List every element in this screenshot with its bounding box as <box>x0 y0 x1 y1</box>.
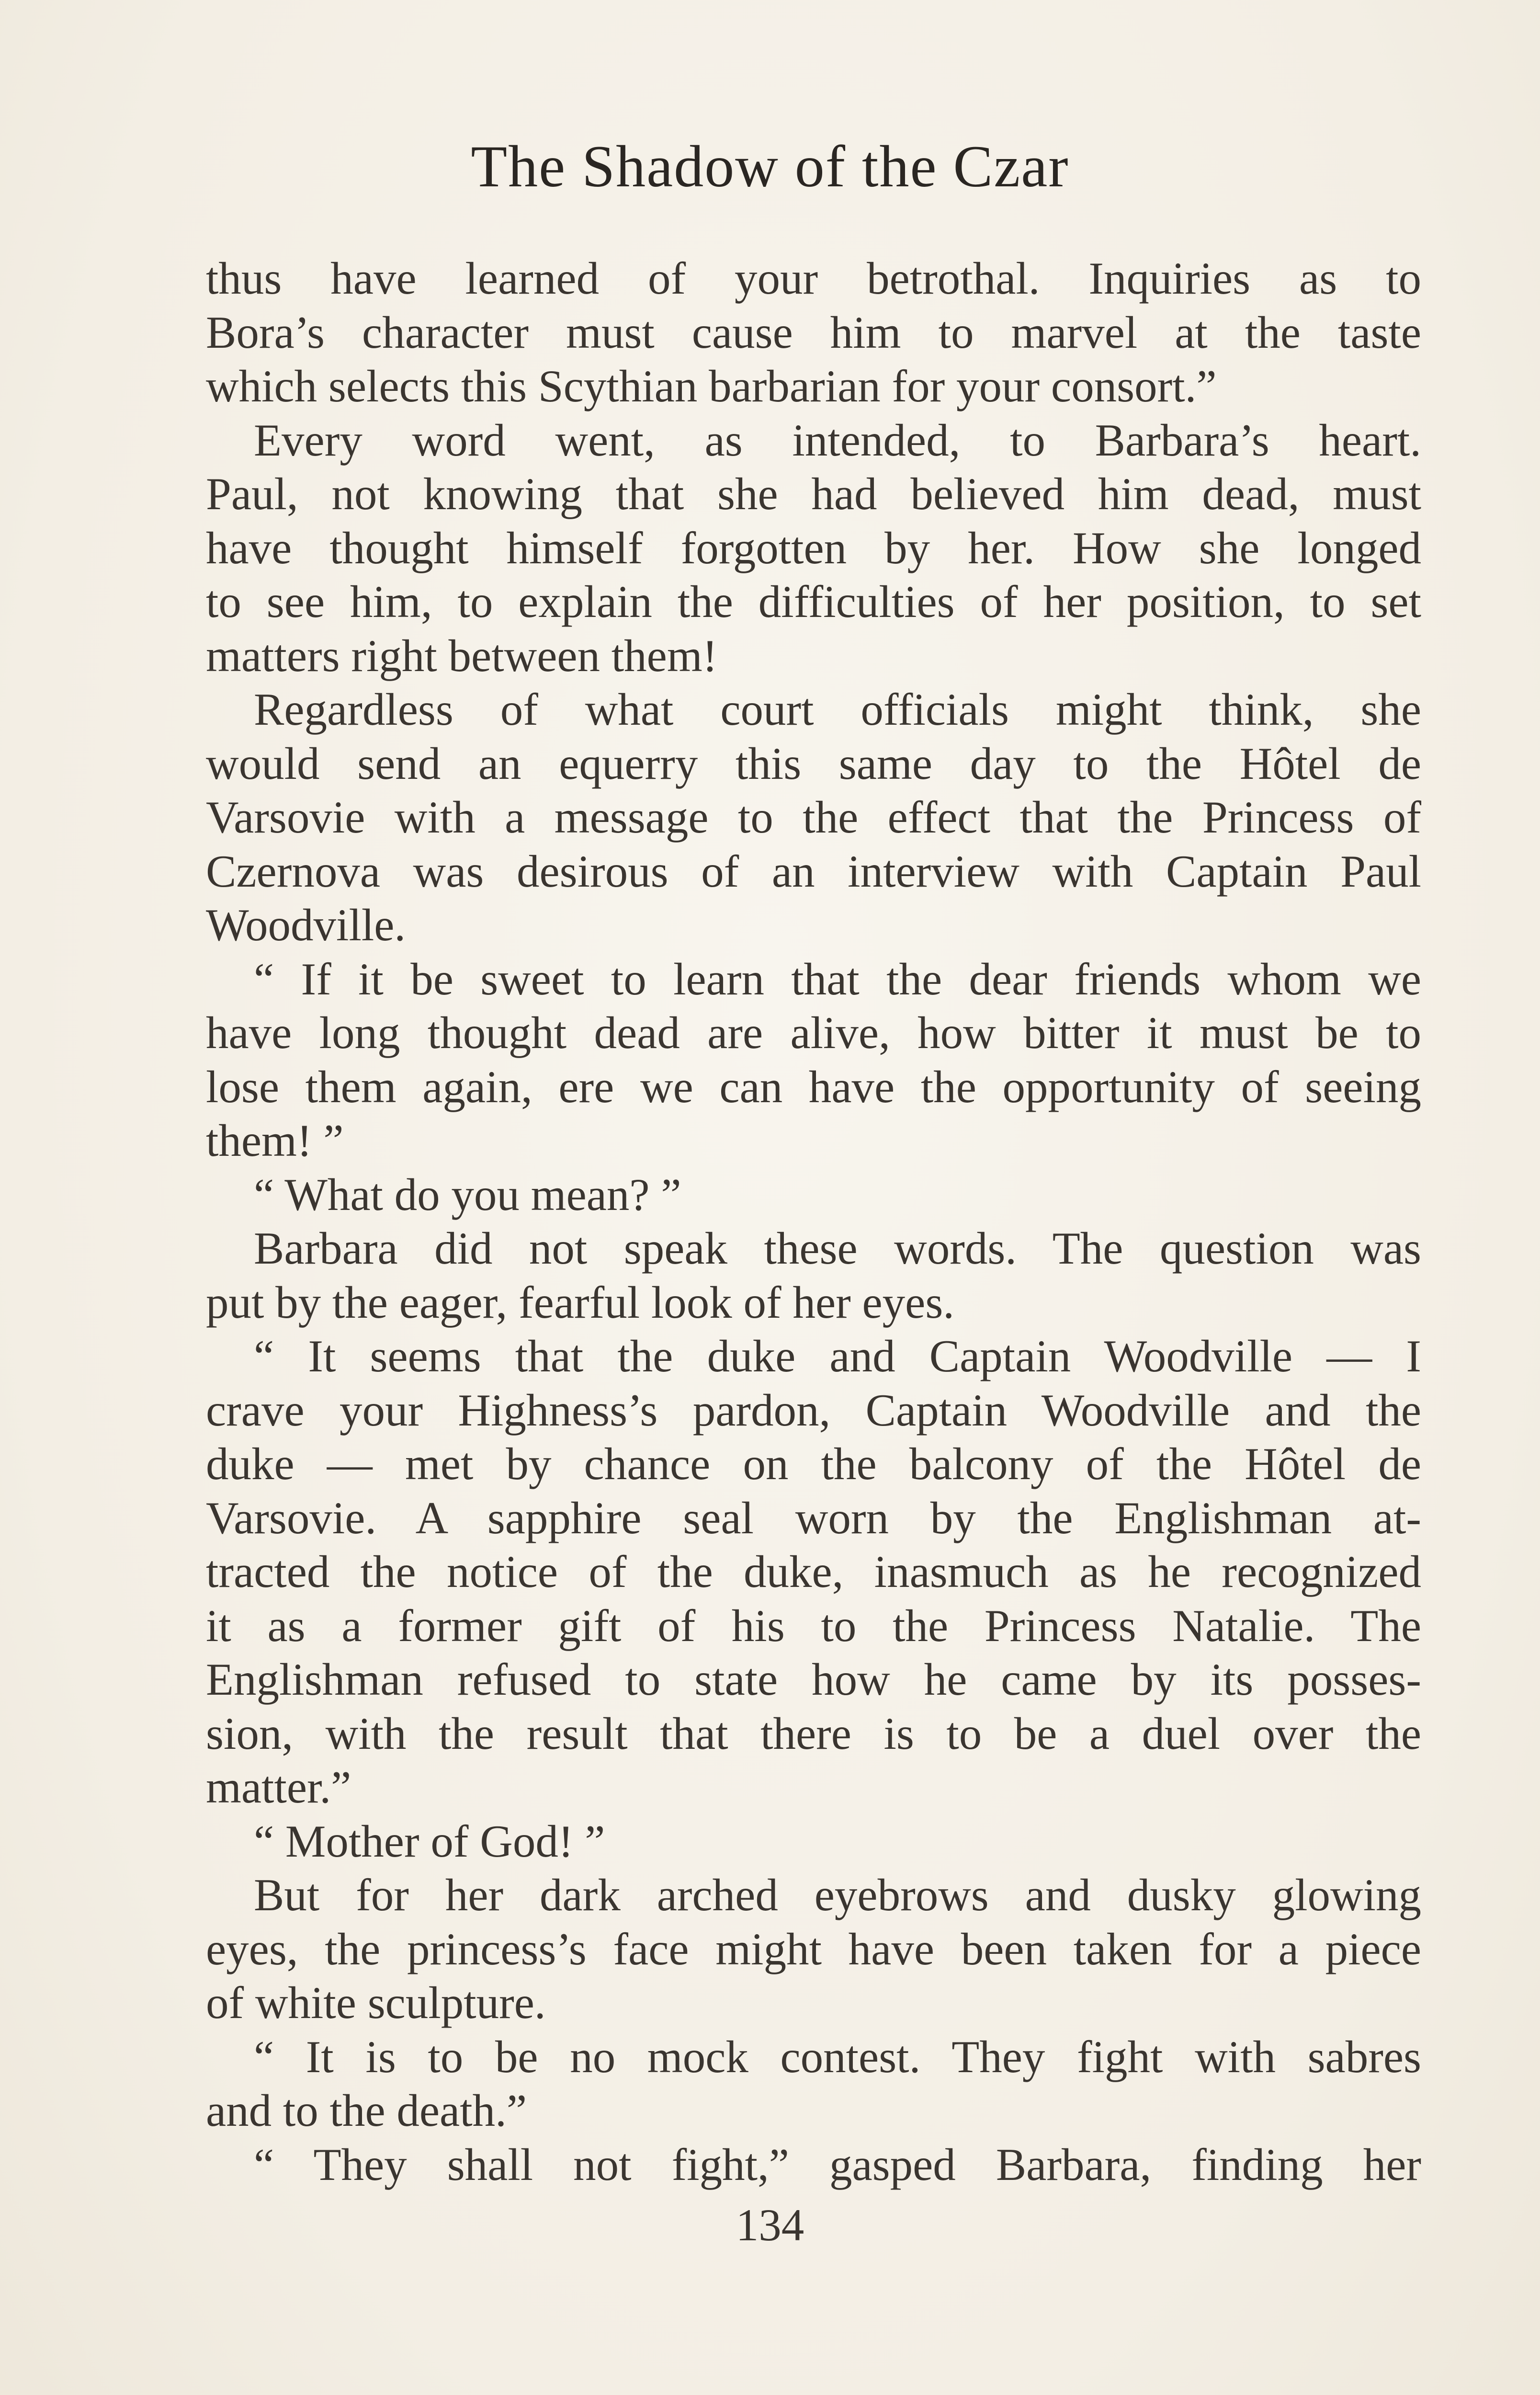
text-line: of white sculpture. <box>206 1977 546 2028</box>
text-line: sion, with the result that there is to be a duel over the <box>206 1708 1421 1759</box>
text-line: Woodville. <box>206 900 406 950</box>
text-line: them! ” <box>206 1115 344 1166</box>
text-line: Bora’s character must cause him to marvel at the taste <box>206 307 1421 358</box>
running-head: The Shadow of the Czar <box>471 134 1069 199</box>
text-line: Czernova was desirous of an interview with Captain Paul <box>206 845 1421 897</box>
text-line: “ Mother of God! ” <box>254 1815 605 1867</box>
text-line: Varsovie with a message to the effect that the Princess of <box>206 792 1421 843</box>
text-line: Paul, not knowing that she had believed him dead, must <box>206 468 1421 519</box>
text-line: tracted the notice of the duke, inasmuch as he recognized <box>206 1546 1421 1597</box>
text-line: to see him, to explain the difficulties of her position, to set <box>206 576 1421 627</box>
text-line: Varsovie. A sapphire seal worn by the Englishman at- <box>206 1492 1421 1543</box>
text-line: it as a former gift of his to the Princess Natalie. The <box>206 1600 1421 1651</box>
body-text <box>206 251 1421 2191</box>
text-line: But for her dark arched eyebrows and dusky glowing <box>254 1870 1421 1920</box>
text-line: have long thought dead are alive, how bitter it must be to <box>206 1007 1421 1058</box>
text-line: Englishman refused to state how he came by its posses- <box>206 1654 1421 1705</box>
text-line: and to the death.” <box>206 2085 527 2136</box>
text-line: which selects this Scythian barbarian for your consort.” <box>206 361 1217 411</box>
text-line: would send an equerry this same day to the Hôtel de <box>206 738 1421 789</box>
text-line: put by the eager, fearful look of her eyes. <box>206 1277 955 1328</box>
text-line: crave your Highness’s pardon, Captain Woodville and the <box>206 1384 1421 1436</box>
text-line: “ They shall not fight,” gasped Barbara, finding her <box>254 2139 1421 2190</box>
text-line: matters right between them! <box>206 630 718 681</box>
text-line: have thought himself forgotten by her. How she longed <box>206 522 1421 573</box>
page-number: 134 <box>736 2200 804 2250</box>
text-line: duke — met by chance on the balcony of the Hôtel de <box>206 1438 1421 1489</box>
text-line: thus have learned of your betrothal. Inquiries as to <box>206 253 1421 304</box>
text-line: Every word went, as intended, to Barbara’s heart. <box>254 414 1421 466</box>
text-line: eyes, the princess’s face might have been taken for a piece <box>206 1923 1421 1974</box>
text-line: “ If it be sweet to learn that the dear friends whom we <box>254 953 1421 1004</box>
text-line: “ What do you mean? ” <box>254 1169 681 1220</box>
text-line: “ It is to be no mock contest. They fight with sabres <box>254 2031 1421 2082</box>
text-line: Barbara did not speak these words. The question was <box>254 1223 1421 1274</box>
text-line: Regardless of what court officials might think, she <box>254 684 1421 735</box>
text-line: matter.” <box>206 1762 351 1813</box>
text-line: lose them again, ere we can have the opportunity of seeing <box>206 1061 1421 1112</box>
text-line: “ It seems that the duke and Captain Woodville — I <box>254 1331 1421 1381</box>
